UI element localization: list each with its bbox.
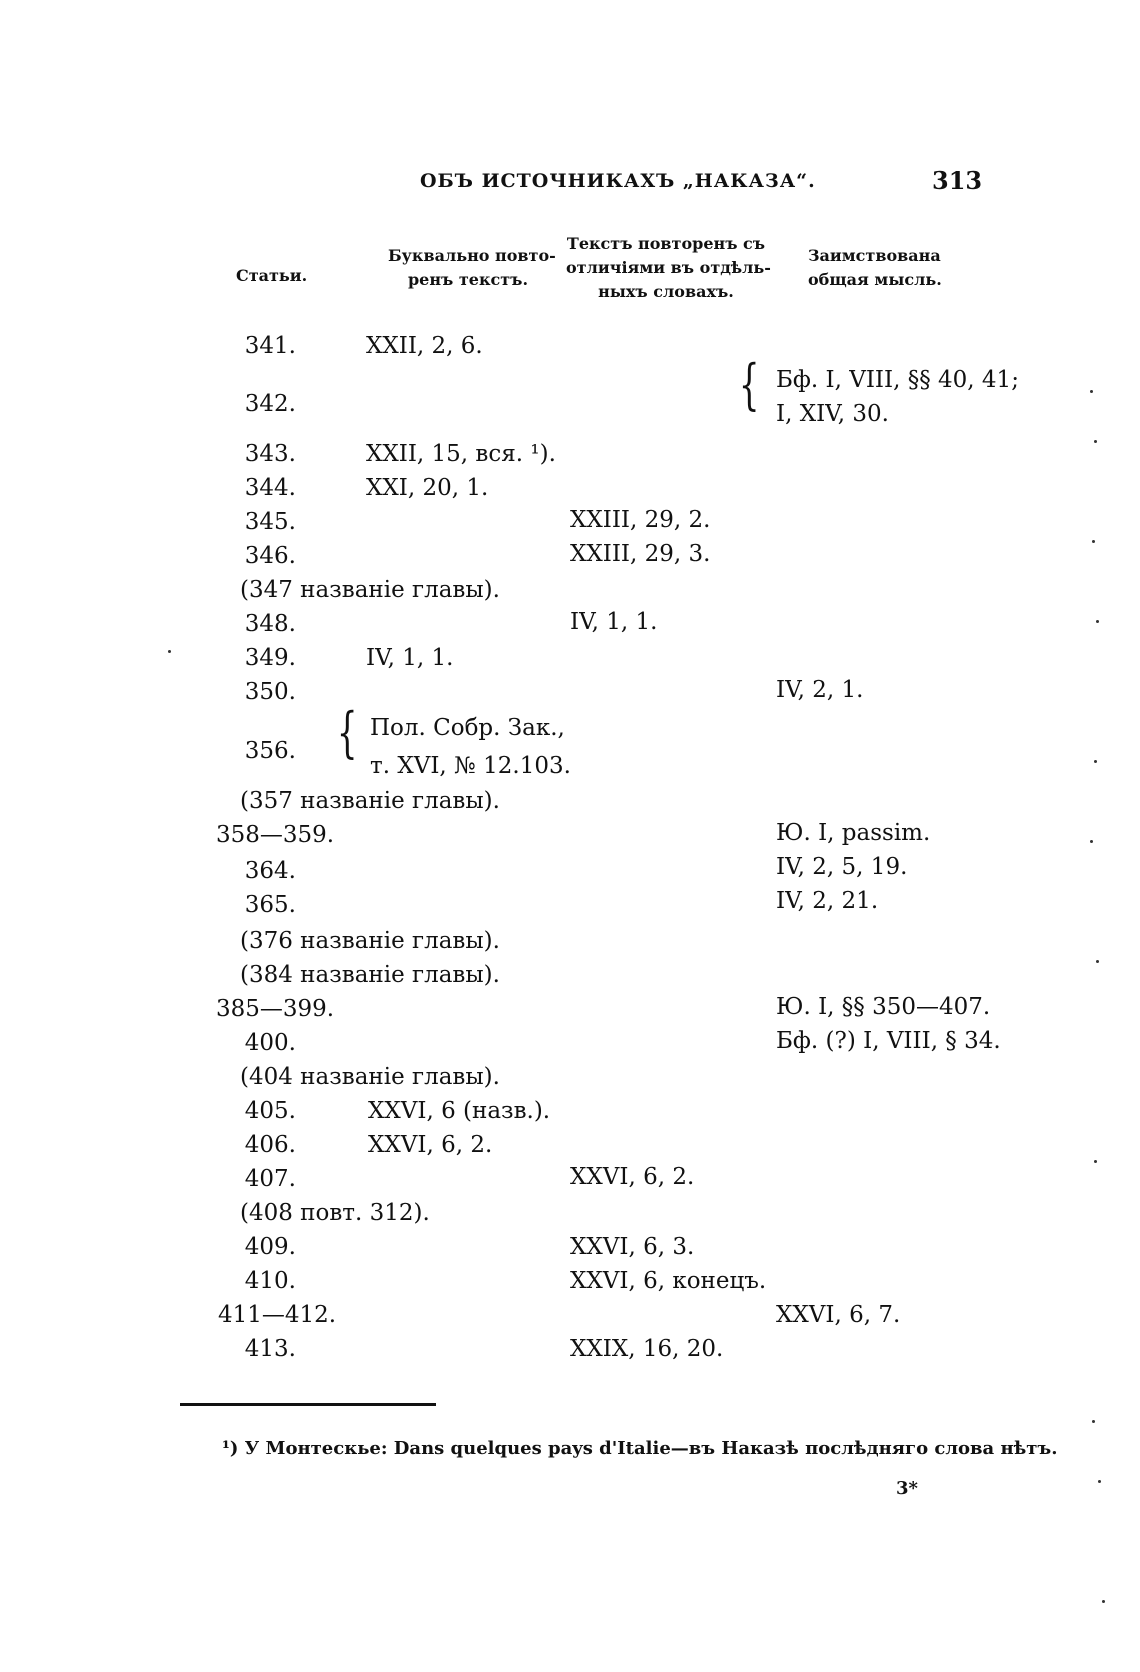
scan-speck: [1092, 540, 1095, 543]
scan-speck: [1102, 1600, 1105, 1603]
borrowed-reference: XXVI, 6, 7.: [776, 1302, 901, 1328]
chapter-note: (384 названіе главы).: [240, 962, 500, 988]
article-number: 400.: [244, 1030, 296, 1056]
borrowed-reference: I, XIV, 30.: [776, 401, 889, 427]
brace-icon: {: [336, 701, 358, 764]
page-number: 313: [932, 166, 983, 195]
article-number: 349.: [244, 645, 296, 671]
scan-speck: [1094, 1160, 1097, 1163]
scan-speck: [1094, 440, 1097, 443]
article-number: 342.: [244, 391, 296, 417]
column-header-articles: [236, 264, 307, 288]
borrowed-reference: Ю. I, §§ 350—407.: [776, 994, 991, 1020]
scan-speck: [168, 650, 171, 653]
column-header-line: Заимствована: [808, 246, 941, 265]
chapter-note: (347 названіе главы).: [240, 577, 500, 603]
article-number: 343.: [244, 441, 296, 467]
column-header-variant: [566, 232, 771, 304]
column-header-line: Статьи.: [236, 266, 308, 285]
scan-speck: [1090, 390, 1093, 393]
footnote-rule: [180, 1403, 436, 1406]
literal-reference: IV, 1, 1.: [366, 645, 454, 671]
brace-icon: {: [738, 353, 760, 416]
article-number: 358—359.: [216, 822, 335, 848]
column-header-line: общая мысль.: [808, 270, 942, 289]
article-number: 410.: [244, 1268, 296, 1294]
borrowed-reference: Ю. I, passim.: [776, 820, 931, 846]
article-number: 350.: [244, 679, 296, 705]
literal-reference: XXII, 2, 6.: [366, 333, 483, 359]
borrowed-reference: IV, 2, 1.: [776, 677, 864, 703]
variant-reference: IV, 1, 1.: [570, 609, 658, 635]
article-number: 385—399.: [216, 996, 335, 1022]
chapter-note: (357 названіе главы).: [240, 788, 500, 814]
article-number: 345.: [244, 509, 296, 535]
article-number: 341.: [244, 333, 296, 359]
variant-reference: XXVI, 6, 3.: [570, 1234, 695, 1260]
column-header-line: Текстъ повторенъ съ: [566, 234, 766, 253]
article-number: 356.: [244, 738, 296, 764]
scan-speck: [1094, 760, 1097, 763]
column-header-line: отличіями въ отдѣль-: [566, 258, 771, 277]
article-number: 348.: [244, 611, 296, 637]
running-title: ОБЪ ИСТОЧНИКАХЪ „НАКАЗА“.: [420, 170, 816, 192]
literal-reference: XXVI, 6 (назв.).: [368, 1098, 551, 1124]
scan-speck: [1096, 960, 1099, 963]
article-number: 344.: [244, 475, 296, 501]
variant-reference: XXVI, 6, 2.: [570, 1164, 695, 1190]
scan-speck: [1090, 840, 1093, 843]
scan-speck: [1092, 1420, 1095, 1423]
variant-reference: XXIII, 29, 3.: [570, 541, 711, 567]
article-number: 346.: [244, 543, 296, 569]
article-number: 413.: [244, 1336, 296, 1362]
article-number: 365.: [244, 892, 296, 918]
column-header-line: ныхъ словахъ.: [598, 282, 734, 301]
column-header-line: ренъ текстъ.: [407, 270, 529, 289]
literal-reference: XXVI, 6, 2.: [368, 1132, 493, 1158]
article-number: 409.: [244, 1234, 296, 1260]
borrowed-reference: IV, 2, 21.: [776, 888, 879, 914]
chapter-note: (404 названіе главы).: [240, 1064, 500, 1090]
literal-reference: XXI, 20, 1.: [366, 475, 489, 501]
article-number: 405.: [244, 1098, 296, 1124]
signature-mark: 3*: [896, 1478, 918, 1499]
column-header-literal: [388, 244, 556, 292]
scan-speck: [1096, 620, 1099, 623]
article-number: 411—412.: [218, 1302, 337, 1328]
literal-reference: т. XVI, № 12.103.: [370, 753, 571, 779]
variant-reference: XXVI, 6, конецъ.: [570, 1268, 767, 1294]
article-number: 406.: [244, 1132, 296, 1158]
scan-speck: [1098, 1480, 1101, 1483]
chapter-note: (408 повт. 312).: [240, 1200, 430, 1226]
borrowed-reference: Бф. I, VIII, §§ 40, 41;: [776, 367, 1019, 393]
article-number: 364.: [244, 858, 296, 884]
variant-reference: XXIII, 29, 2.: [570, 507, 711, 533]
borrowed-reference: Бф. (?) I, VIII, § 34.: [776, 1028, 1001, 1054]
borrowed-reference: IV, 2, 5, 19.: [776, 854, 908, 880]
variant-reference: XXIX, 16, 20.: [570, 1336, 724, 1362]
footnote: ¹) У Монтескье: Dans quelques pays d'Italie—въ Наказѣ послѣдняго слова нѣтъ.: [222, 1438, 1058, 1459]
chapter-note: (376 названіе главы).: [240, 928, 500, 954]
column-header-borrowed: [808, 244, 948, 292]
column-header-line: Буквально повто-: [388, 246, 556, 265]
literal-reference: Пол. Собр. Зак.,: [370, 715, 565, 741]
article-number: 407.: [244, 1166, 296, 1192]
literal-reference: XXII, 15, вся. ¹).: [366, 441, 556, 467]
